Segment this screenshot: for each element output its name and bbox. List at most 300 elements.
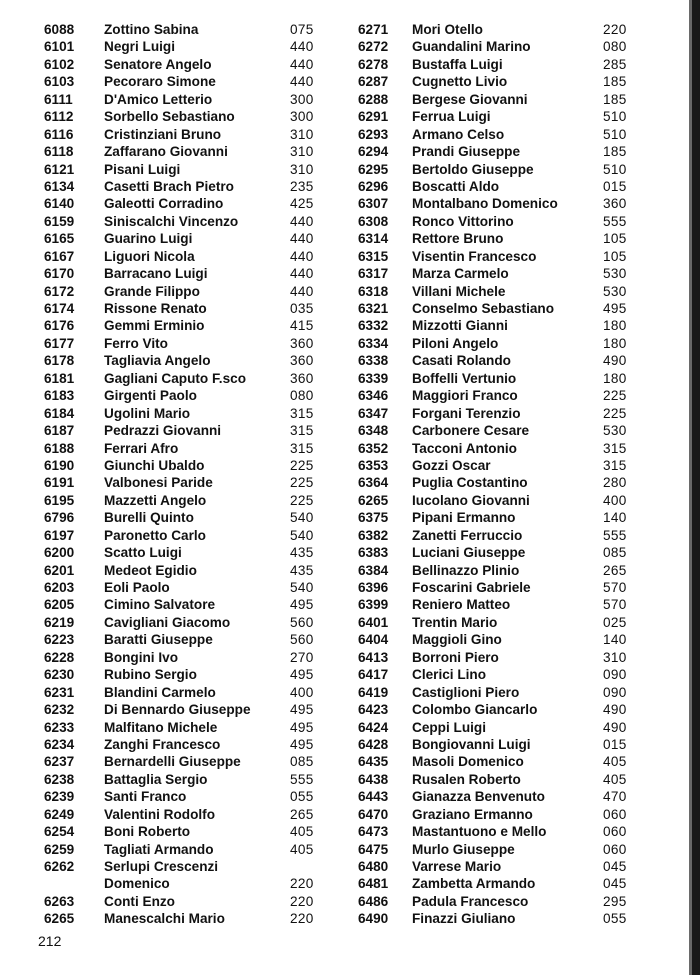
entry-name: Zottino Sabina (104, 22, 199, 37)
entry-code: 310 (290, 161, 314, 177)
entry-code: 235 (290, 178, 314, 194)
list-item (348, 631, 633, 648)
entry-code: 315 (603, 440, 627, 456)
list-item (348, 195, 633, 212)
entry-number: 6205 (44, 597, 75, 613)
entry-number: 6318 (358, 283, 389, 299)
list-item (348, 875, 633, 892)
entry-code: 180 (603, 318, 627, 334)
entry-name: Gozzi Oscar (412, 457, 491, 473)
list-item (38, 387, 338, 404)
entry-code: 400 (290, 684, 314, 700)
entry-number: 6178 (44, 353, 75, 369)
list-item (348, 858, 633, 875)
entry-number: 6230 (44, 667, 75, 683)
list-item (38, 771, 338, 788)
list-item (348, 161, 633, 178)
list-item (348, 300, 633, 317)
entry-name: Conselmo Sebastiano (412, 301, 555, 316)
entry-number: 6288 (358, 91, 389, 107)
entry-number: 6382 (358, 527, 389, 543)
entry-code: 405 (603, 771, 627, 787)
list-item (38, 474, 338, 491)
entry-code: 225 (290, 475, 314, 491)
entry-number: 6088 (44, 22, 75, 37)
entry-code: 470 (603, 789, 627, 805)
entry-name: Conti Enzo (104, 893, 175, 909)
entry-code: 060 (603, 824, 627, 840)
entry-code: 055 (290, 789, 314, 805)
entry-code: 555 (603, 527, 627, 543)
entry-number: 6443 (358, 789, 389, 805)
entry-code: 085 (290, 754, 314, 770)
list-item (348, 108, 633, 125)
entry-code: 300 (290, 109, 314, 125)
entry-code: 435 (290, 545, 314, 561)
entry-name: Senatore Angelo (104, 56, 212, 72)
entry-number: 6423 (358, 702, 389, 718)
entry-number: 6294 (358, 144, 389, 160)
entry-number: 6265 (44, 911, 75, 927)
list-item (38, 352, 338, 369)
list-item (348, 178, 633, 195)
entry-name: Bustaffa Luigi (412, 56, 503, 72)
entry-code: 220 (290, 911, 314, 927)
list-item (38, 73, 338, 90)
entry-number: 6475 (358, 841, 389, 857)
list-item (348, 701, 633, 718)
list-item (348, 387, 633, 404)
entry-code: 440 (290, 266, 314, 282)
list-item (38, 265, 338, 282)
entry-name: Cristinziani Bruno (104, 126, 222, 142)
entry-name: Armano Celso (412, 126, 505, 142)
entry-code: 490 (603, 702, 627, 718)
list-item (38, 701, 338, 718)
list-item (348, 56, 633, 73)
entry-name: Padula Francesco (412, 893, 529, 909)
entry-code: 440 (290, 213, 314, 229)
entry-code: 220 (290, 876, 314, 892)
list-item (348, 596, 633, 613)
entry-name: Sorbello Sebastiano (104, 109, 235, 125)
entry-code: 075 (290, 22, 314, 37)
entry-code: 510 (603, 109, 627, 125)
entry-number: 6321 (358, 301, 389, 316)
entry-number: 6315 (358, 248, 389, 264)
list-item (348, 841, 633, 858)
entry-number: 6295 (358, 161, 389, 177)
entry-number: 6401 (358, 614, 389, 630)
entry-code: 440 (290, 74, 314, 90)
entry-name: Valentini Rodolfo (104, 806, 216, 822)
list-item (348, 91, 633, 108)
entry-code: 225 (290, 457, 314, 473)
entry-code: 185 (603, 144, 627, 160)
entry-number: 6176 (44, 318, 75, 334)
list-item (348, 126, 633, 143)
list-item (348, 823, 633, 840)
list-item (348, 370, 633, 387)
entry-name: Eoli Paolo (104, 580, 170, 595)
list-item (38, 649, 338, 666)
list-item (38, 178, 338, 195)
entry-code: 560 (290, 632, 314, 648)
list-item (348, 21, 633, 38)
list-item (38, 736, 338, 753)
entry-number: 6121 (44, 161, 75, 177)
entry-number: 6419 (358, 684, 389, 700)
entry-name: Gemmi Erminio (104, 318, 205, 334)
entry-number: 6237 (44, 754, 75, 770)
entry-code: 310 (603, 649, 627, 665)
entry-number: 6334 (358, 335, 389, 351)
entry-name: Graziano Ermanno (412, 806, 533, 822)
entry-number: 6473 (358, 824, 389, 840)
entry-number: 6112 (44, 109, 74, 125)
list-item (348, 684, 633, 701)
list-item (38, 230, 338, 247)
entry-name: Gagliani Caputo F.sco (104, 370, 246, 386)
entry-code: 495 (290, 719, 314, 735)
entry-code: 105 (603, 231, 627, 247)
list-item (38, 893, 338, 910)
list-item (38, 788, 338, 805)
entry-name: Barracano Luigi (104, 266, 208, 282)
entry-name: Varrese Mario (412, 859, 502, 874)
entry-number: 6239 (44, 789, 75, 805)
entry-name: Piloni Angelo (412, 335, 499, 351)
entry-name: Clerici Lino (412, 667, 487, 683)
entry-number: 6263 (44, 893, 75, 909)
list-item (38, 614, 338, 631)
entry-number: 6404 (358, 632, 389, 648)
list-item (348, 265, 633, 282)
entry-name: Ferro Vito (104, 335, 168, 351)
entry-name: Di Bennardo Giuseppe (104, 702, 251, 718)
entry-name: Prandi Giuseppe (412, 144, 521, 160)
entry-name: D'Amico Letterio (104, 91, 213, 107)
entry-number: 6352 (358, 440, 389, 456)
entry-code: 440 (290, 283, 314, 299)
entry-number: 6254 (44, 824, 75, 840)
entry-number: 6174 (44, 301, 75, 316)
entry-name: Boni Roberto (104, 824, 191, 840)
list-item (348, 352, 633, 369)
list-item (348, 457, 633, 474)
entry-number: 6183 (44, 388, 75, 404)
entry-number: 6480 (358, 859, 389, 874)
entry-code: 510 (603, 161, 627, 177)
list-item (348, 283, 633, 300)
entry-name: Pecoraro Simone (104, 74, 216, 90)
list-item (348, 317, 633, 334)
entry-number: 6219 (44, 614, 75, 630)
list-item (38, 910, 338, 927)
entry-code: 225 (603, 388, 627, 404)
entry-name: Grande Filippo (104, 283, 200, 299)
entry-number: 6353 (358, 457, 389, 473)
entry-name: Visentin Francesco (412, 248, 537, 264)
entry-name: Montalbano Domenico (412, 196, 558, 212)
entry-name: Pedrazzi Giovanni (104, 423, 222, 439)
entry-number: 6384 (358, 562, 389, 578)
list-item (38, 753, 338, 770)
entry-code: 405 (603, 754, 627, 770)
entry-code: 080 (603, 39, 627, 55)
list-item (348, 335, 633, 352)
entry-name: Galeotti Corradino (104, 196, 224, 212)
entry-code: 440 (290, 56, 314, 72)
entry-number: 6111 (44, 91, 73, 107)
entry-name: Pipani Ermanno (412, 510, 516, 526)
list-item (348, 440, 633, 457)
list-item (38, 370, 338, 387)
entry-code: 570 (603, 597, 627, 613)
entry-name: Bernardelli Giuseppe (104, 754, 241, 770)
list-item (38, 56, 338, 73)
entry-name: Valbonesi Paride (104, 475, 213, 491)
entry-name: Ferrari Afro (104, 440, 179, 456)
entry-code: 495 (290, 667, 314, 683)
entry-name: Ugolini Mario (104, 405, 191, 421)
list-item (38, 422, 338, 439)
entry-name: Casati Rolando (412, 353, 511, 369)
list-item (38, 300, 338, 317)
entry-number: 6399 (358, 597, 389, 613)
entry-number: 6375 (358, 510, 389, 526)
entry-code: 300 (290, 91, 314, 107)
entry-code: 360 (290, 370, 314, 386)
entry-name: Paronetto Carlo (104, 527, 206, 543)
entry-number: 6232 (44, 702, 75, 718)
entry-name: Rissone Renato (104, 301, 207, 316)
entry-name: Baratti Giuseppe (104, 632, 213, 648)
entry-name: Zaffarano Giovanni (104, 144, 228, 160)
entry-code: 060 (603, 806, 627, 822)
entry-code: 140 (603, 510, 627, 526)
list-item (38, 579, 338, 596)
entry-number: 6383 (358, 545, 389, 561)
entry-name: Marza Carmelo (412, 266, 509, 282)
list-item (38, 841, 338, 858)
entry-code: 055 (603, 911, 627, 927)
entry-name: Boscatti Aldo (412, 178, 500, 194)
entry-code: 360 (290, 335, 314, 351)
entry-name: Giunchi Ubaldo (104, 457, 205, 473)
entry-number: 6203 (44, 580, 75, 595)
list-item (38, 248, 338, 265)
entry-name: Bergese Giovanni (412, 91, 528, 107)
list-item (348, 509, 633, 526)
list-item (38, 335, 338, 352)
entry-name: Zanetti Ferruccio (412, 527, 523, 543)
entry-number: 6470 (358, 806, 389, 822)
page-edge (692, 0, 700, 975)
entry-number: 6435 (358, 754, 389, 770)
entry-number: 6265 (358, 492, 389, 508)
list-item (38, 143, 338, 160)
entry-code: 440 (290, 39, 314, 55)
list-item (38, 91, 338, 108)
entry-name: Zanghi Francesco (104, 736, 221, 752)
entry-name: Tagliavia Angelo (104, 353, 211, 369)
entry-number: 6481 (358, 876, 389, 892)
entry-code: 220 (290, 893, 314, 909)
entry-name: Boffelli Vertunio (412, 370, 517, 386)
list-item (348, 806, 633, 823)
entry-code: 560 (290, 614, 314, 630)
entry-code: 405 (290, 841, 314, 857)
list-item (348, 248, 633, 265)
entry-name: Ceppi Luigi (412, 719, 487, 735)
entry-number: 6190 (44, 457, 75, 473)
entry-name: Rubino Sergio (104, 667, 197, 683)
entry-number: 6307 (358, 196, 389, 212)
entry-number: 6413 (358, 649, 389, 665)
list-item (38, 858, 338, 875)
entry-code: 105 (603, 248, 627, 264)
entry-number: 6486 (358, 893, 389, 909)
entry-number: 6796 (44, 510, 75, 526)
entry-name: Malfitano Michele (104, 719, 218, 735)
entry-code: 090 (603, 684, 627, 700)
entry-number: 6116 (44, 126, 74, 142)
entry-name: Medeot Egidio (104, 562, 197, 578)
entry-name: Bertoldo Giuseppe (412, 161, 534, 177)
entry-number: 6293 (358, 126, 389, 142)
entry-code: 060 (603, 841, 627, 857)
entry-code: 425 (290, 196, 314, 212)
entry-number: 6317 (358, 266, 389, 282)
list-item (38, 492, 338, 509)
list-item (348, 753, 633, 770)
entry-code: 540 (290, 580, 314, 595)
page-number: 212 (38, 933, 62, 949)
entry-number: 6234 (44, 736, 75, 752)
entry-name: Cimino Salvatore (104, 597, 216, 613)
entry-name: Borroni Piero (412, 649, 499, 665)
list-item (348, 614, 633, 631)
entry-name: Murlo Giuseppe (412, 841, 515, 857)
list-item (348, 544, 633, 561)
entry-code: 400 (603, 492, 627, 508)
entry-name: Serlupi Crescenzi (104, 859, 219, 874)
list-item (348, 230, 633, 247)
entry-number: 6291 (358, 109, 389, 125)
entry-name: Rusalen Roberto (412, 771, 521, 787)
entry-code: 360 (603, 196, 627, 212)
entry-number: 6271 (358, 22, 389, 37)
entry-code: 405 (290, 824, 314, 840)
entry-name: Mazzetti Angelo (104, 492, 207, 508)
list-item (38, 195, 338, 212)
entry-name: Girgenti Paolo (104, 388, 197, 404)
entry-code: 415 (290, 318, 314, 334)
entry-name: Colombo Giancarlo (412, 702, 538, 718)
list-item (38, 544, 338, 561)
entry-name: Manescalchi Mario (104, 911, 225, 927)
list-item (38, 875, 338, 892)
entry-code: 045 (603, 876, 627, 892)
entry-number: 6231 (44, 684, 75, 700)
list-item (348, 38, 633, 55)
entry-code: 530 (603, 266, 627, 282)
entry-number: 6200 (44, 545, 75, 561)
list-item (38, 317, 338, 334)
entry-name: Gianazza Benvenuto (412, 789, 545, 805)
entry-number: 6364 (358, 475, 389, 491)
entry-code: 285 (603, 56, 627, 72)
entry-code: 140 (603, 632, 627, 648)
entry-number: 6287 (358, 74, 389, 90)
list-item (348, 562, 633, 579)
entry-number: 6490 (358, 911, 389, 927)
list-item (348, 788, 633, 805)
entry-code: 220 (603, 22, 627, 37)
entry-number: 6346 (358, 388, 389, 404)
list-item (38, 108, 338, 125)
list-item (348, 910, 633, 927)
entry-number: 6140 (44, 196, 75, 212)
entry-name: Bongini Ivo (104, 649, 179, 665)
entry-code: 035 (290, 301, 314, 316)
entry-name: Ferrua Luigi (412, 109, 491, 125)
entry-code: 315 (603, 457, 627, 473)
list-item (348, 73, 633, 90)
entry-number: 6165 (44, 231, 75, 247)
entry-code: 360 (290, 353, 314, 369)
entry-name: Burelli Quinto (104, 510, 194, 526)
entry-name: Carbonere Cesare (412, 423, 530, 439)
list-item (348, 719, 633, 736)
list-item (348, 527, 633, 544)
list-item (348, 666, 633, 683)
entry-code: 495 (290, 702, 314, 718)
entry-name: Finazzi Giuliano (412, 911, 516, 927)
list-item (348, 736, 633, 753)
entry-code: 570 (603, 580, 627, 595)
list-item (348, 143, 633, 160)
entry-name: Bongiovanni Luigi (412, 736, 531, 752)
entry-code: 090 (603, 667, 627, 683)
entry-number: 6339 (358, 370, 389, 386)
list-item (38, 38, 338, 55)
entry-name: Forgani Terenzio (412, 405, 521, 421)
entry-code: 280 (603, 475, 627, 491)
entry-name: Santi Franco (104, 789, 187, 805)
entry-code: 270 (290, 649, 314, 665)
entry-number: 6228 (44, 649, 75, 665)
list-item (348, 474, 633, 491)
entry-name: Domenico (104, 876, 170, 892)
entry-name: Masoli Domenico (412, 754, 524, 770)
entry-name: Tagliati Armando (104, 841, 214, 857)
entry-number: 6249 (44, 806, 75, 822)
entry-name: Luciani Giuseppe (412, 545, 526, 561)
entry-number: 6134 (44, 178, 75, 194)
entry-name: Liguori Nicola (104, 248, 195, 264)
entry-number: 6296 (358, 178, 389, 194)
entry-code: 295 (603, 893, 627, 909)
left-column (38, 21, 338, 928)
entry-code: 495 (290, 597, 314, 613)
entry-number: 6238 (44, 771, 75, 787)
entry-name: Maggioli Gino (412, 632, 502, 648)
entry-name: Villani Michele (412, 283, 506, 299)
entry-code: 180 (603, 335, 627, 351)
entry-name: Mori Otello (412, 22, 483, 37)
